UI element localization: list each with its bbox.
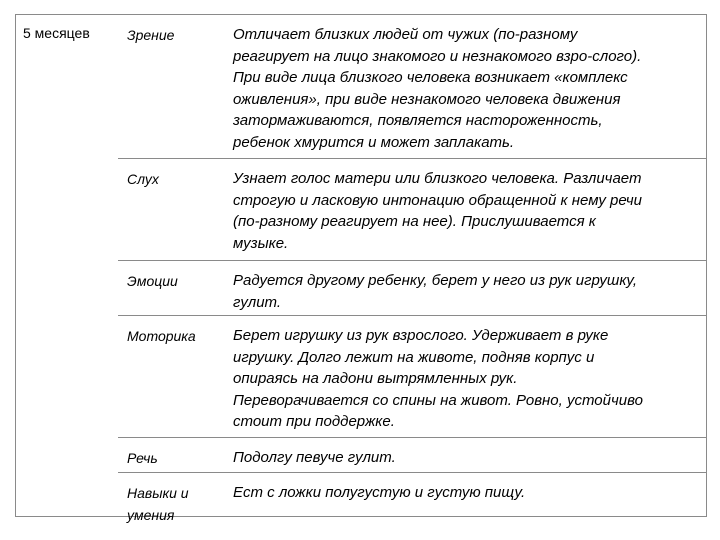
table-row-hearing	[118, 159, 706, 261]
description-line: музыке.	[233, 234, 289, 252]
description-line: Подолгу певуче гулит.	[233, 449, 396, 466]
description-line: Переворачивается со спины на живот. Ровно, устойчиво	[233, 391, 643, 409]
category-cell: Эмоции	[127, 273, 178, 289]
table-row-skills	[118, 473, 706, 523]
description-line: ребенок хмурится и может заплакать.	[233, 133, 515, 151]
description-line: игрушку. Долго лежит на животе, подняв корпус и	[233, 348, 595, 366]
description-cell	[233, 325, 698, 433]
description-line: Отличает близких людей от чужих (по-разному	[233, 26, 578, 43]
description-line: строгую и ласковую интонацию обращенной к нему речи	[233, 191, 642, 209]
description-line: гулит.	[233, 293, 282, 311]
table-row-speech	[118, 438, 706, 473]
description-cell	[233, 270, 698, 313]
category-cell: Зрение	[127, 27, 175, 43]
description-line: Ест с ложки полугустую и густую пищу.	[233, 484, 526, 501]
description-line: затормаживаются, появляется настороженность,	[233, 112, 603, 130]
description-line: Узнает голос матери или близкого человека. Различает	[233, 170, 642, 187]
description-line: Берет игрушку из рук взрослого. Удерживает в руке	[233, 327, 609, 344]
category-cell: Речь	[127, 450, 158, 466]
description-cell	[233, 168, 698, 254]
description-line: При виде лица близкого человека возникает «комплекс	[233, 69, 628, 87]
age-cell: 5 месяцев	[23, 25, 90, 41]
category-cell: Навыки и умения	[127, 485, 189, 523]
description-line: стоит при поддержке.	[233, 413, 395, 431]
description-line: оживления», при виде незнакомого человека движения	[233, 90, 621, 108]
table-row-vision	[118, 15, 706, 159]
category-cell: Моторика	[127, 328, 196, 344]
description-line: (по-разному реагирует на нее). Прислушивается к	[233, 213, 596, 231]
table-row-motor	[118, 316, 706, 438]
description-line: Радуется другому ребенку, берет у него из рук игрушку,	[233, 272, 638, 289]
description-line: опираясь на ладони вытрямленных рук.	[233, 370, 518, 388]
development-table	[15, 14, 707, 523]
table-row-emotions	[118, 261, 706, 316]
description-cell	[233, 482, 698, 504]
description-cell	[233, 24, 698, 154]
description-line: реагирует на лицо знакомого и незнакомого взро-слого).	[233, 47, 642, 65]
description-cell	[233, 447, 698, 469]
category-cell: Слух	[127, 171, 159, 187]
